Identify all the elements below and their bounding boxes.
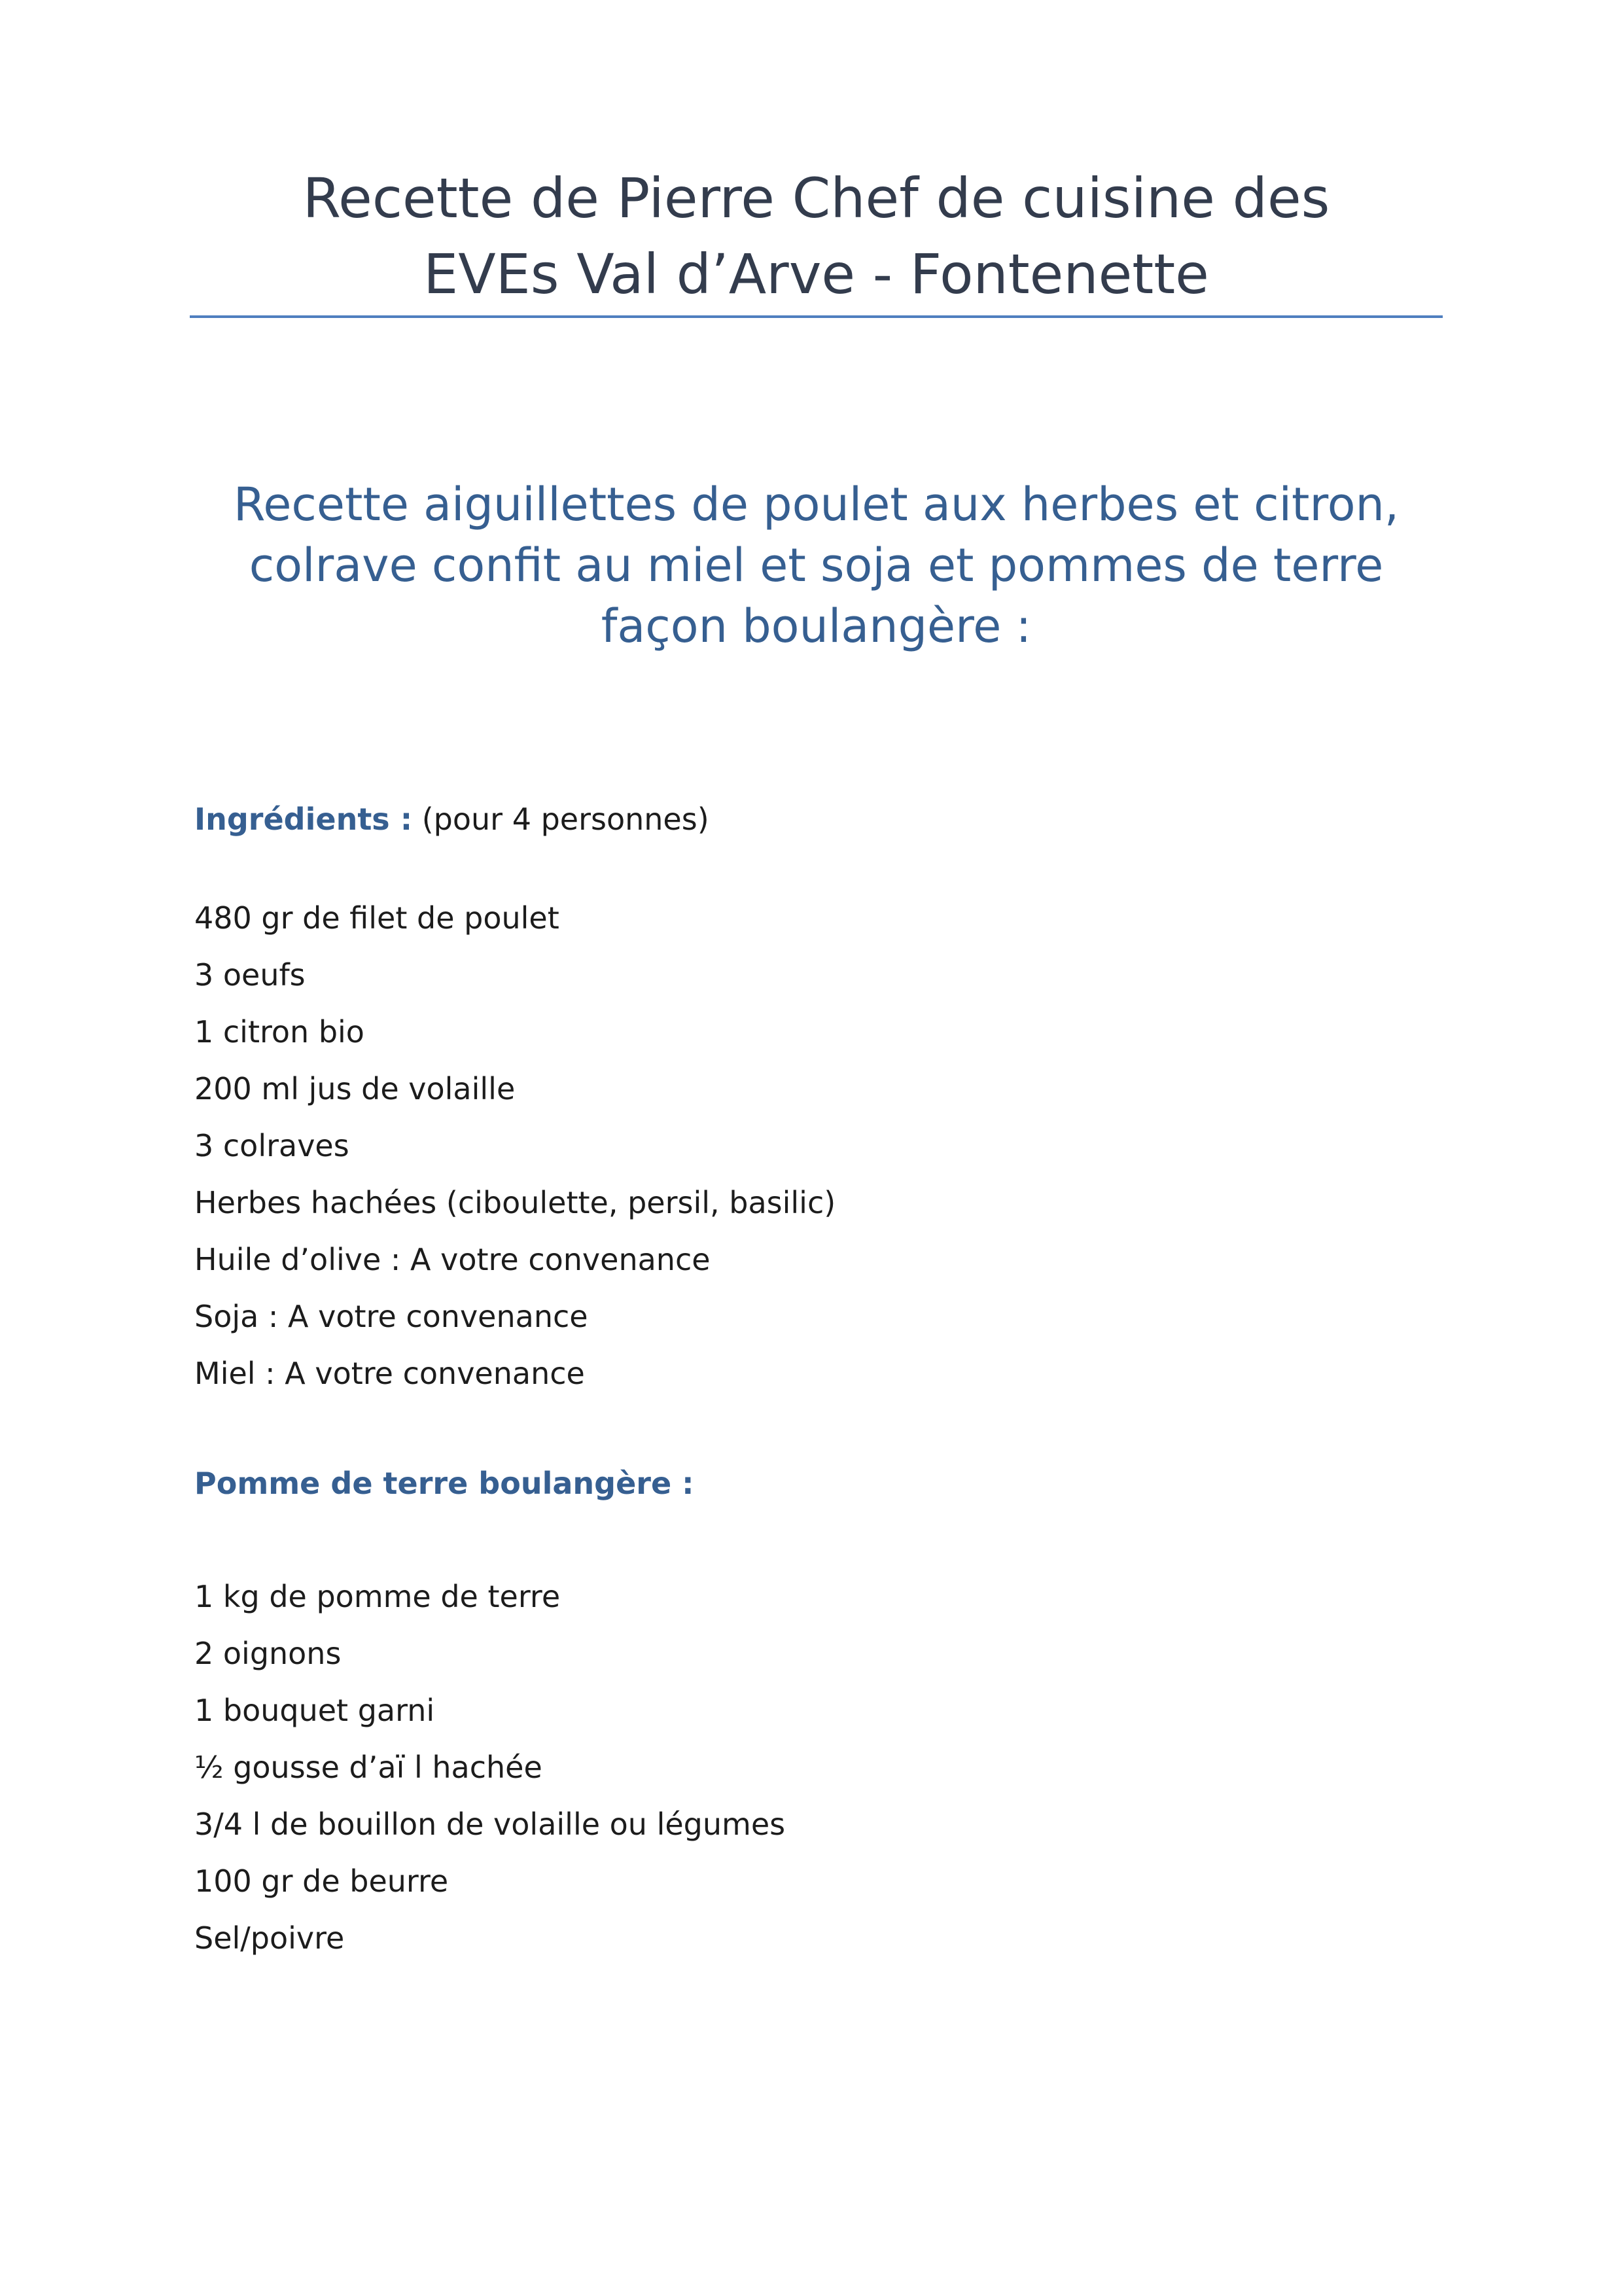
ingredient-item: Soja : A votre convenance <box>194 1299 588 1334</box>
ingredient-item: 3/4 l de bouillon de volaille ou légumes <box>194 1807 786 1842</box>
ingredient-item: ½ gousse d’aï l hachée <box>194 1750 542 1785</box>
page-title <box>190 160 1443 312</box>
ingredient-item: 1 bouquet garni <box>194 1693 435 1728</box>
ingredient-item: Huile d’olive : A votre convenance <box>194 1242 711 1277</box>
potatoes-label: Pomme de terre boulangère : <box>194 1466 694 1501</box>
page-title-line: EVEs Val d’Arve - Fontenette <box>423 242 1209 306</box>
ingredient-item: Herbes hachées (ciboulette, persil, basilic) <box>194 1185 836 1220</box>
ingredient-item: 2 oignons <box>194 1636 342 1671</box>
servings-note: (pour 4 personnes) <box>421 802 709 837</box>
recipe-title-line: colrave confit au miel et soja et pommes de terre <box>249 539 1384 592</box>
ingredients-heading <box>194 800 709 839</box>
potatoes-heading <box>194 1464 694 1503</box>
ingredient-item: 480 gr de filet de poulet <box>194 900 559 936</box>
ingredient-item: Miel : A votre convenance <box>194 1356 585 1391</box>
ingredient-item: 3 colraves <box>194 1128 349 1163</box>
ingredient-item: 1 citron bio <box>194 1014 364 1050</box>
ingredient-item: 1 kg de pomme de terre <box>194 1579 561 1614</box>
recipe-title-line: façon boulangère : <box>601 599 1032 653</box>
ingredient-item: Sel/poivre <box>194 1920 345 1956</box>
page-title-line: Recette de Pierre Chef de cuisine des <box>302 166 1330 230</box>
title-divider <box>190 315 1443 318</box>
recipe-title <box>190 474 1443 657</box>
potatoes-list <box>194 1568 785 1967</box>
ingredient-item: 200 ml jus de volaille <box>194 1071 516 1106</box>
ingredient-item: 100 gr de beurre <box>194 1863 449 1899</box>
recipe-title-line: Recette aiguillettes de poulet aux herbes et citron, <box>233 478 1400 531</box>
ingredients-label: Ingrédients : <box>194 802 413 837</box>
ingredients-list <box>194 890 836 1402</box>
ingredient-item: 3 oeufs <box>194 957 306 993</box>
